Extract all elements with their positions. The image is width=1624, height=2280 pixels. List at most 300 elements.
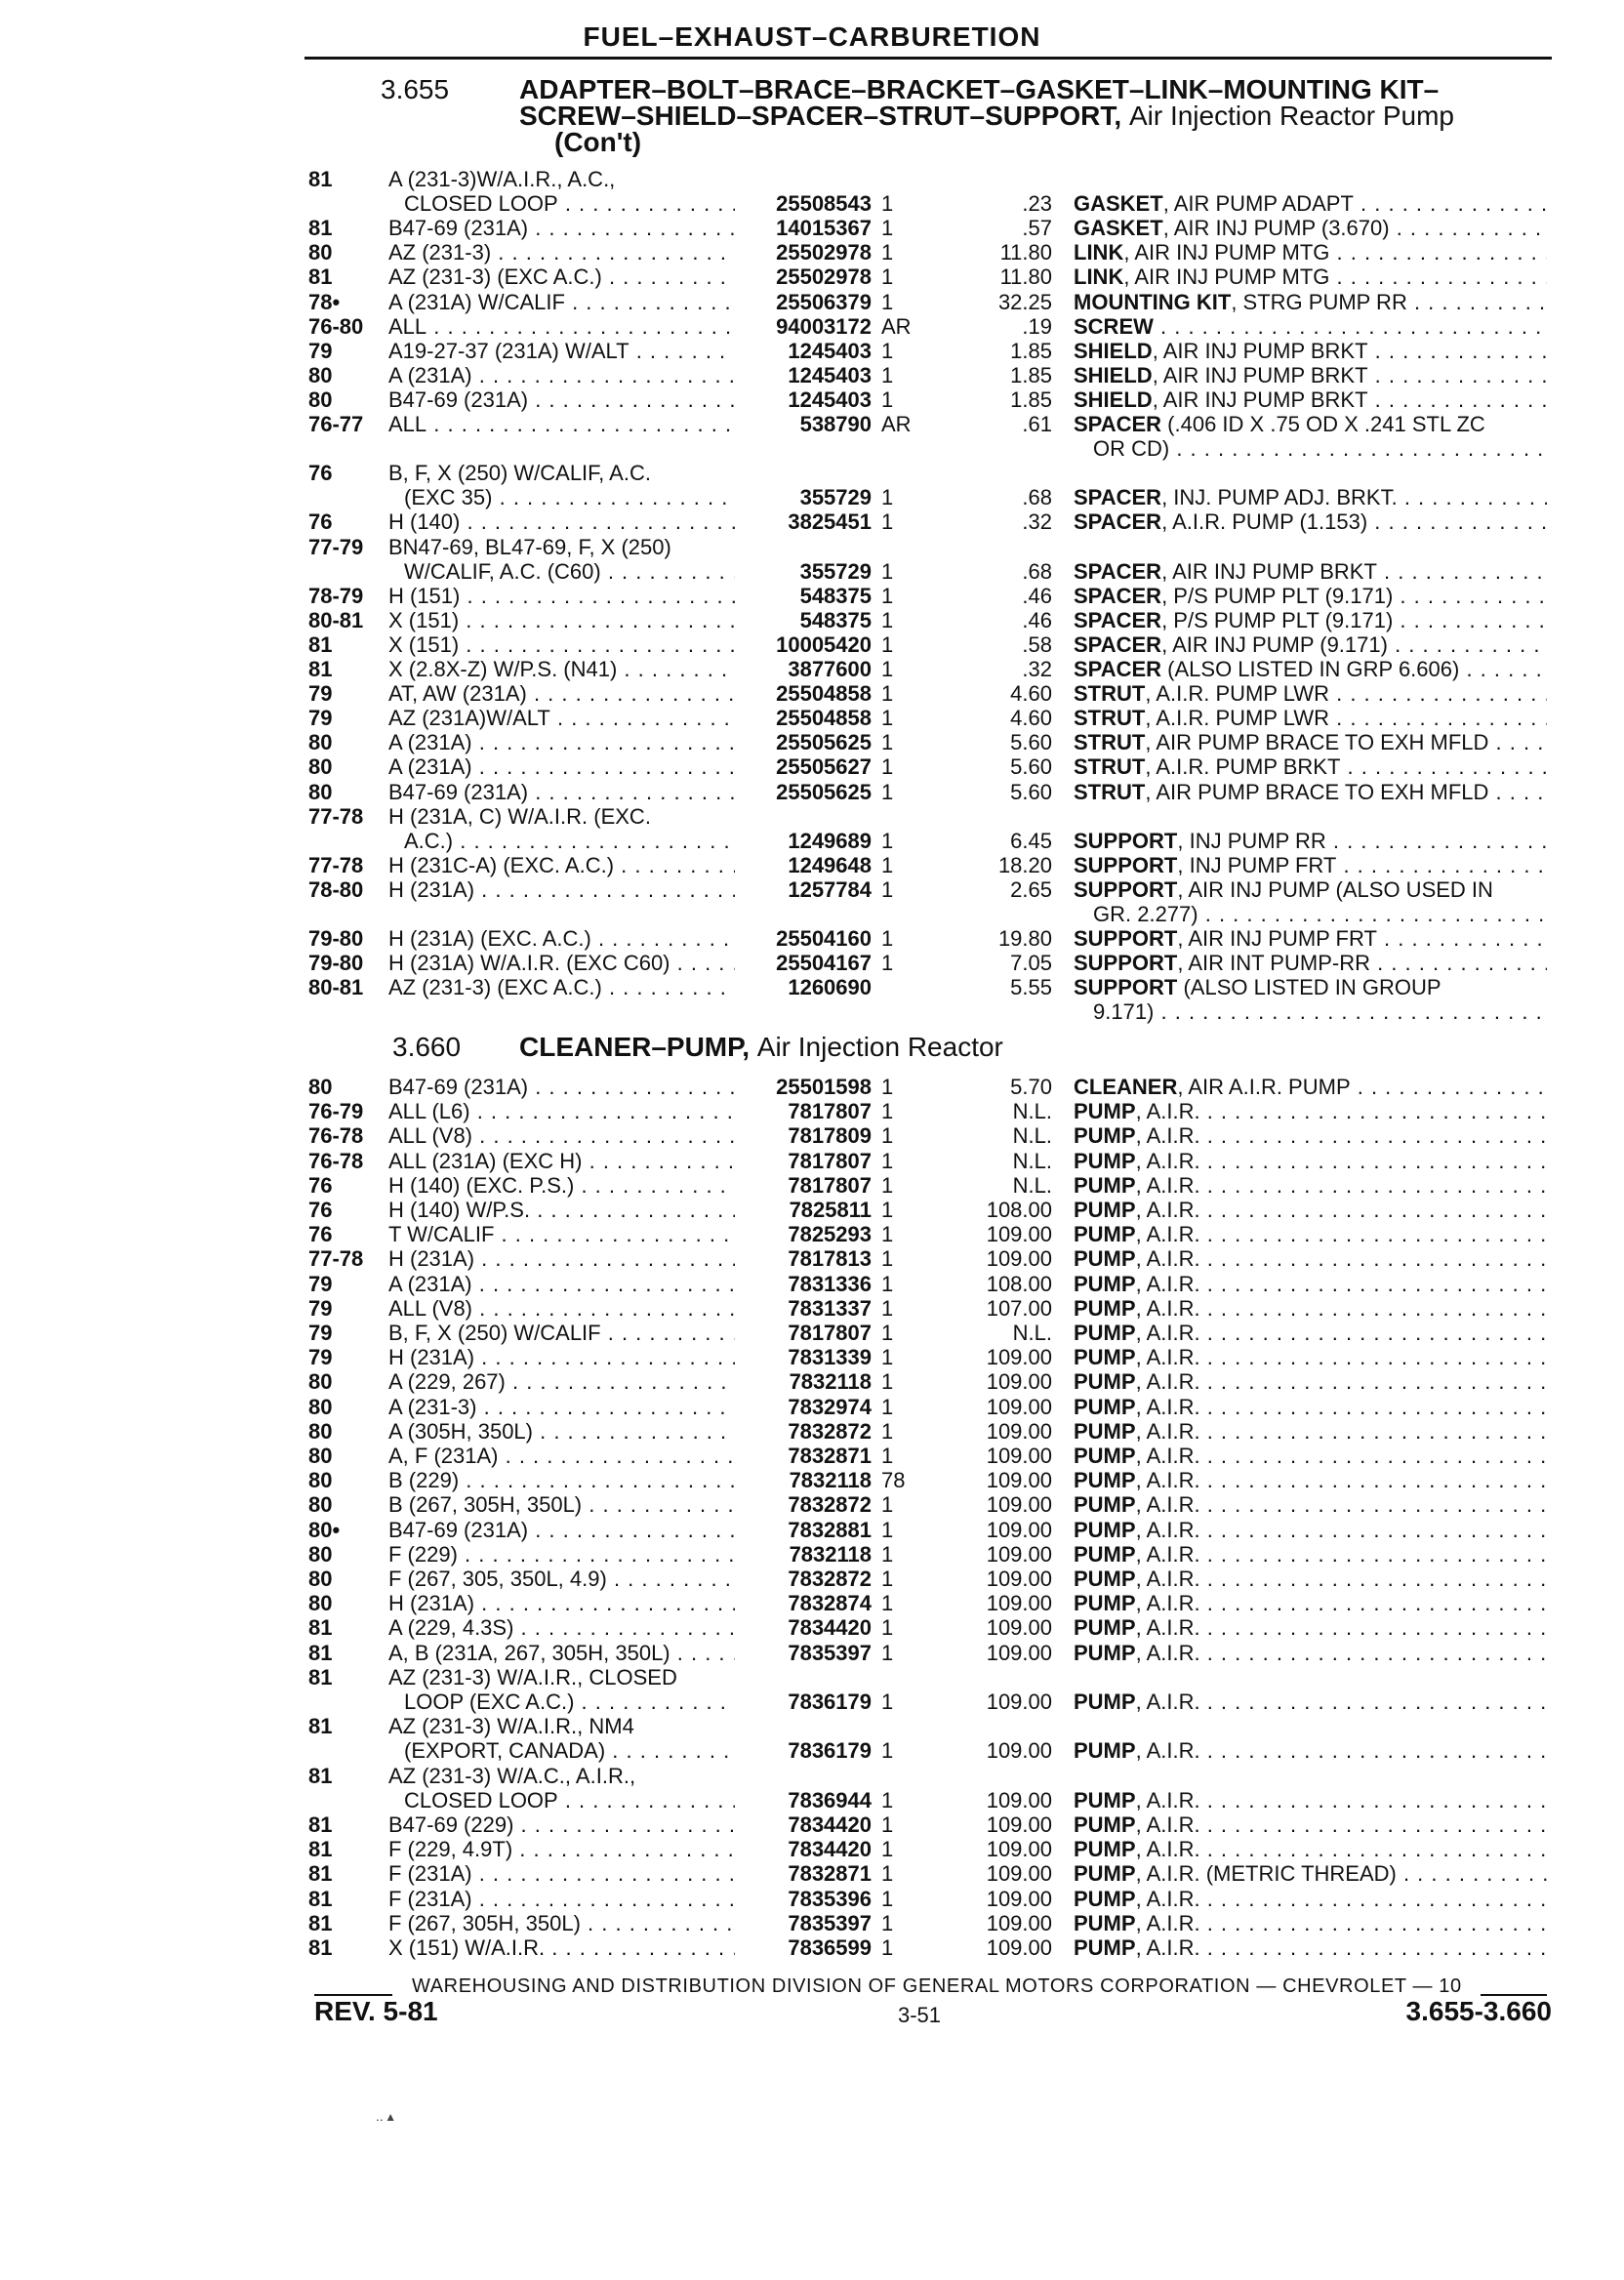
description-cell: H (140) (EXC. P.S.) . . . — [388, 1173, 735, 1198]
part-name-cell: GASKET, AIR INJ PUMP (3.670) . . . — [1074, 216, 1547, 240]
part-number-cell: 1245403 — [788, 338, 872, 363]
year-cell: 76-79 — [308, 1099, 364, 1124]
price-cell: 109.00 — [986, 1615, 1052, 1641]
part-number-cell: 7832974 — [788, 1394, 872, 1419]
quantity-cell: 1 — [881, 681, 894, 707]
price-cell: 109.00 — [986, 1345, 1052, 1370]
part-number-cell: 7832118 — [789, 1468, 872, 1493]
part-name-keyword: PUMP — [1074, 1567, 1136, 1591]
table-row — [0, 584, 1624, 608]
table-row — [0, 290, 1624, 314]
price-cell: 109.00 — [986, 1541, 1052, 1567]
quantity-cell: 1 — [881, 1444, 894, 1468]
part-name-cell: PUMP, A.I.R. . . . — [1074, 1444, 1547, 1468]
description-cell: A (231A) . . . — [388, 363, 735, 387]
section-number: 3.655 — [381, 74, 450, 104]
table-row — [0, 632, 1624, 657]
year-cell: 81 — [308, 1640, 333, 1665]
part-name-cell: PUMP, A.I.R. . . . — [1074, 1911, 1547, 1935]
description-cell: W/CALIF, A.C. (C60) . . . — [404, 559, 735, 584]
table-row — [0, 1837, 1624, 1861]
part-number-cell: 7834420 — [788, 1812, 872, 1837]
part-name-keyword: PUMP — [1074, 1123, 1136, 1149]
year-cell: 77-79 — [308, 534, 364, 559]
description-cell: B47-69 (231A) . . . — [388, 1075, 735, 1099]
part-name-cell: STRUT, AIR PUMP BRACE TO EXH MFLD . . . — [1074, 730, 1547, 754]
part-name-keyword: GASKET — [1074, 216, 1163, 241]
quantity-cell: 1 — [881, 657, 894, 681]
quantity-cell: 1 — [881, 558, 894, 584]
price-cell: 109.00 — [986, 1690, 1052, 1714]
description-cell: A (231A) . . . — [388, 754, 735, 779]
part-name-cell: STRUT, A.I.R. PUMP LWR . . . — [1074, 706, 1547, 730]
table-row — [0, 1690, 1624, 1714]
description-cell: B, F, X (250) W/CALIF . . . — [388, 1321, 735, 1345]
year-cell: 81 — [308, 631, 333, 657]
year-cell: 79 — [308, 1321, 333, 1345]
description-cell: ALL . . . — [388, 314, 735, 339]
part-number-cell: 3825451 — [788, 509, 872, 535]
year-cell: 80 — [308, 1369, 333, 1395]
part-number-cell: 7834420 — [788, 1837, 872, 1862]
price-cell: .32 — [1022, 657, 1052, 681]
part-number-cell: 7817807 — [788, 1172, 872, 1198]
part-number-cell: 7836599 — [788, 1935, 872, 1960]
table-row — [0, 1492, 1624, 1517]
year-cell: 76-80 — [308, 313, 364, 339]
year-cell: 81 — [308, 1714, 333, 1739]
price-cell: 109.00 — [986, 1222, 1052, 1247]
section-title-line-2-normal: Air Injection Reactor Pump — [1128, 101, 1454, 131]
table-row — [0, 1099, 1624, 1123]
part-name-cell: PUMP, A.I.R. . . . — [1074, 1641, 1547, 1665]
part-name-cell: PUMP, A.I.R. . . . — [1074, 1567, 1547, 1591]
part-name-keyword: PUMP — [1074, 1295, 1136, 1321]
part-number-cell: 1257784 — [788, 876, 872, 902]
part-name-keyword: PUMP — [1074, 1541, 1136, 1567]
part-name-keyword: PUMP — [1074, 1910, 1136, 1935]
price-cell: 107.00 — [986, 1295, 1052, 1321]
quantity-cell: 78 — [881, 1468, 906, 1493]
section-range: 3.655-3.660 — [1405, 1996, 1552, 2026]
part-number-cell: 7836944 — [788, 1787, 872, 1812]
description-cell: F (231A) . . . — [388, 1861, 735, 1886]
quantity-cell: AR — [881, 313, 912, 339]
part-name-cell: PUMP, A.I.R. . . . — [1074, 1788, 1547, 1812]
price-cell: 2.65 — [1010, 876, 1052, 902]
price-cell: 11.80 — [999, 265, 1052, 290]
part-name-cell: PUMP, A.I.R. . . . — [1074, 1615, 1547, 1640]
part-name-cell: PUMP, A.I.R. . . . — [1074, 1738, 1547, 1763]
price-cell: 109.00 — [986, 1246, 1052, 1272]
section-title-line-3: (Con't) — [554, 127, 642, 157]
year-cell: 80 — [308, 1394, 333, 1419]
year-cell: 79 — [308, 1295, 333, 1321]
part-name-keyword: PUMP — [1074, 1148, 1136, 1173]
part-name-cell: SPACER, AIR INJ PUMP (9.171) . . . — [1074, 632, 1547, 657]
price-cell: 1.85 — [1010, 338, 1052, 363]
part-name-keyword: PUMP — [1074, 1271, 1136, 1296]
year-cell: 76 — [308, 461, 333, 486]
section-title-normal: Air Injection Reactor — [756, 1032, 1003, 1062]
part-name-keyword: PUMP — [1074, 1591, 1136, 1616]
part-number-cell: 25501598 — [776, 1075, 872, 1099]
description-cell: X (151) W/A.I.R. . . . — [388, 1935, 735, 1960]
header-rule — [304, 57, 1552, 60]
part-name-keyword: PUMP — [1074, 1517, 1136, 1542]
table-row — [0, 1788, 1624, 1812]
description-cell: B (267, 305H, 350L) . . . — [388, 1492, 735, 1517]
quantity-cell: 1 — [881, 1935, 894, 1960]
price-cell: .68 — [1022, 558, 1052, 584]
part-name-keyword: SHIELD — [1074, 362, 1153, 387]
price-cell: 109.00 — [986, 1812, 1052, 1837]
section-title-line-2 — [519, 102, 1454, 129]
table-row — [0, 1542, 1624, 1567]
part-name-cell: PUMP, A.I.R. . . . — [1074, 1222, 1547, 1246]
part-name-cell: SHIELD, AIR INJ PUMP BRKT . . . — [1074, 363, 1547, 387]
description-cell: A (231-3) . . . — [388, 1395, 735, 1419]
table-row — [0, 1395, 1624, 1419]
table-row — [0, 730, 1624, 754]
part-name-cell: PUMP, A.I.R. . . . — [1074, 1468, 1547, 1492]
part-name-cell: LINK, AIR INJ PUMP MTG . . . — [1074, 240, 1547, 265]
description-cell: H (231A) . . . — [388, 1246, 735, 1271]
year-cell: 79-80 — [308, 951, 364, 976]
table-row — [0, 975, 1624, 999]
price-cell: 19.80 — [997, 926, 1052, 952]
quantity-cell: 1 — [881, 240, 894, 265]
price-cell: 5.70 — [1010, 1075, 1052, 1099]
table-row — [0, 1222, 1624, 1246]
table-row — [0, 240, 1624, 265]
table-row — [0, 1935, 1624, 1960]
part-name-cell: PUMP, A.I.R. . . . — [1074, 1690, 1547, 1714]
part-number-cell: 7835397 — [788, 1640, 872, 1665]
page-number: 3-51 — [898, 2003, 942, 2027]
quantity-cell: 1 — [881, 607, 894, 632]
table-row — [0, 1861, 1624, 1886]
part-number-cell: 7832871 — [788, 1861, 872, 1887]
year-cell: 76-78 — [308, 1148, 364, 1173]
description-cell: B, F, X (250) W/CALIF, A.C. — [388, 461, 651, 486]
year-cell: 76 — [308, 1172, 333, 1198]
price-cell: 109.00 — [986, 1935, 1052, 1960]
year-cell: 78-80 — [308, 876, 364, 902]
quantity-cell: 1 — [881, 1246, 894, 1272]
part-name-keyword: STRUT — [1074, 706, 1146, 731]
part-number-cell: 25505625 — [776, 730, 872, 755]
table-row — [0, 1419, 1624, 1444]
part-number-cell: 7817807 — [788, 1099, 872, 1124]
table-row — [0, 314, 1624, 339]
part-name-keyword: PUMP — [1074, 1246, 1136, 1272]
part-number-cell: 25502978 — [776, 265, 872, 290]
price-cell: N.L. — [1012, 1321, 1052, 1345]
description-cell: B47-69 (231A) . . . — [388, 387, 735, 412]
part-number-cell: 7835397 — [788, 1910, 872, 1935]
table-row — [0, 167, 1624, 191]
table-row — [0, 265, 1624, 289]
description-cell: ALL (231A) (EXC H) . . . — [388, 1149, 735, 1173]
description-cell: AZ (231A)W/ALT . . . — [388, 706, 735, 730]
price-cell: .46 — [1022, 607, 1052, 632]
table-row — [0, 1714, 1624, 1738]
price-cell: 109.00 — [986, 1444, 1052, 1468]
part-number-cell: 548375 — [799, 583, 872, 608]
description-cell: CLOSED LOOP . . . — [404, 191, 735, 216]
price-cell: 109.00 — [986, 1837, 1052, 1862]
part-name-cell: PUMP, A.I.R. . . . — [1074, 1149, 1547, 1173]
quantity-cell: 1 — [881, 1099, 894, 1124]
price-cell: 4.60 — [1010, 706, 1052, 731]
part-number-cell: 7832872 — [788, 1567, 872, 1591]
part-number-cell: 538790 — [799, 412, 872, 436]
table-row — [0, 1641, 1624, 1665]
table-row — [0, 1345, 1624, 1369]
table-row — [0, 412, 1624, 436]
quantity-cell: 1 — [881, 631, 894, 657]
quantity-cell: 1 — [881, 754, 894, 780]
part-number-cell: 25508543 — [776, 191, 872, 217]
quantity-cell: 1 — [881, 338, 894, 363]
section-title-bold: CLEANER–PUMP, — [519, 1032, 750, 1062]
part-name-keyword: PUMP — [1074, 1615, 1136, 1641]
part-number-cell: 7817813 — [788, 1246, 872, 1272]
part-number-cell: 7817809 — [788, 1123, 872, 1149]
part-name-keyword: SPACER — [1074, 509, 1162, 535]
quantity-cell: 1 — [881, 1567, 894, 1591]
description-cell: (EXC 35) . . . — [404, 485, 735, 509]
price-cell: .23 — [1022, 191, 1052, 217]
part-number-cell: 25504160 — [776, 926, 872, 952]
part-name-keyword: PUMP — [1074, 1935, 1136, 1960]
description-cell: B (229) . . . — [388, 1468, 735, 1492]
price-cell: .61 — [1022, 412, 1052, 436]
part-name-cell: MOUNTING KIT, STRG PUMP RR . . . — [1074, 290, 1547, 314]
description-cell: LOOP (EXC A.C.) . . . — [404, 1690, 735, 1714]
year-cell: 77-78 — [308, 803, 364, 829]
table-row — [0, 1812, 1624, 1837]
quantity-cell: 1 — [881, 1886, 894, 1911]
year-cell: 80 — [308, 387, 333, 412]
quantity-cell: 1 — [881, 1369, 894, 1395]
part-name-keyword: PUMP — [1074, 1690, 1136, 1714]
part-name-cell: PUMP, A.I.R. . . . — [1074, 1419, 1547, 1444]
description-cell: CLOSED LOOP . . . — [404, 1788, 735, 1812]
price-cell: 5.60 — [1010, 779, 1052, 804]
price-cell: 1.85 — [1010, 387, 1052, 412]
part-name-cell: PUMP, A.I.R. . . . — [1074, 1345, 1547, 1369]
part-name-cell: STRUT, A.I.R. PUMP BRKT . . . — [1074, 754, 1547, 779]
part-number-cell: 1260690 — [788, 975, 872, 1000]
description-cell: H (231A) . . . — [388, 1345, 735, 1369]
part-name-cell: SUPPORT, AIR INT PUMP-RR . . . — [1074, 951, 1547, 975]
part-name-cell — [1074, 314, 1547, 339]
description-cell: F (229, 4.9T) . . . — [388, 1837, 735, 1861]
part-number-cell: 1249648 — [788, 852, 872, 877]
part-name-cell: PUMP, A.I.R. . . . — [1074, 1369, 1547, 1394]
part-name-cell: SUPPORT, INJ PUMP RR . . . — [1074, 829, 1547, 853]
part-number-cell: 7817807 — [788, 1321, 872, 1345]
part-number-cell: 7825293 — [788, 1222, 872, 1247]
section-title-line-2-bold: SCREW–SHIELD–SPACER–STRUT–SUPPORT, — [519, 101, 1122, 131]
part-number-cell: 7836179 — [788, 1690, 872, 1714]
quantity-cell: 1 — [881, 828, 894, 853]
part-number-cell: 7832871 — [788, 1444, 872, 1468]
description-cell: B47-69 (231A) . . . — [388, 1518, 735, 1542]
part-name-keyword: LINK — [1074, 240, 1124, 265]
part-number-cell: 7832118 — [789, 1369, 872, 1395]
description-cell: A.C.) . . . — [404, 829, 735, 853]
part-number-cell: 7832872 — [788, 1418, 872, 1444]
part-number-cell: 7832118 — [789, 1541, 872, 1567]
year-cell: 80 — [308, 1444, 333, 1468]
year-cell: 81 — [308, 657, 333, 681]
part-number-cell: 7831336 — [788, 1271, 872, 1296]
description-cell: AZ (231-3) W/A.I.R., NM4 — [388, 1714, 634, 1739]
description-cell: F (231A) . . . — [388, 1887, 735, 1911]
year-cell: 81 — [308, 1763, 333, 1788]
year-cell: 81 — [308, 1861, 333, 1887]
price-cell: N.L. — [1012, 1148, 1052, 1173]
part-name-keyword: SPACER — [1074, 631, 1162, 657]
part-name-keyword: PUMP — [1074, 1172, 1136, 1198]
part-name-cell: PUMP, A.I.R. . . . — [1074, 1321, 1547, 1345]
table-row — [0, 681, 1624, 706]
part-name-keyword: PUMP — [1074, 1345, 1136, 1370]
description-cell: ALL (L6) . . . — [388, 1099, 735, 1123]
description-cell: AZ (231-3) (EXC A.C.) . . . — [388, 975, 735, 999]
quantity-cell: 1 — [881, 216, 894, 241]
part-number-cell: 25505627 — [776, 754, 872, 780]
year-cell: 76-78 — [308, 1123, 364, 1149]
part-name-keyword: MOUNTING KIT — [1074, 289, 1232, 314]
part-name-keyword: SPACER — [1074, 412, 1162, 436]
quantity-cell: 1 — [881, 1394, 894, 1419]
part-name-keyword: SHIELD — [1074, 338, 1153, 363]
description-cell: AZ (231-3) W/A.C., A.I.R., — [388, 1763, 636, 1788]
table-row — [0, 1123, 1624, 1148]
table-row — [0, 461, 1624, 485]
description-cell: H (231A) (EXC. A.C.) . . . — [388, 926, 735, 951]
quantity-cell: 1 — [881, 1295, 894, 1321]
part-number-cell: 7836179 — [788, 1738, 872, 1764]
year-cell: 80 — [308, 1591, 333, 1616]
part-number-cell: 14015367 — [776, 216, 872, 241]
year-cell: 78• — [308, 289, 341, 314]
year-cell: 80 — [308, 754, 333, 780]
quantity-cell: 1 — [881, 509, 894, 535]
year-cell: 79 — [308, 681, 333, 707]
table-row — [0, 1567, 1624, 1591]
description-cell: T W/CALIF . . . — [388, 1222, 735, 1246]
part-number-cell: 25505625 — [776, 779, 872, 804]
price-cell: .58 — [1022, 631, 1052, 657]
quantity-cell: 1 — [881, 926, 894, 952]
quantity-cell: 1 — [881, 1418, 894, 1444]
section-title — [519, 1034, 1003, 1060]
quantity-cell: AR — [881, 412, 912, 436]
year-cell: 81 — [308, 1886, 333, 1911]
year-cell: 76 — [308, 1222, 333, 1247]
quantity-cell: 1 — [881, 289, 894, 314]
description-cell: X (151) . . . — [388, 608, 735, 632]
part-number-cell: 355729 — [799, 558, 872, 584]
quantity-cell: 1 — [881, 1738, 894, 1764]
part-name-cell: STRUT, AIR PUMP BRACE TO EXH MFLD . . . — [1074, 780, 1547, 804]
part-name-keyword: STRUT — [1074, 730, 1146, 755]
part-name-cell: SUPPORT, INJ PUMP FRT . . . — [1074, 853, 1547, 877]
table-row — [0, 1591, 1624, 1615]
part-name-keyword: PUMP — [1074, 1418, 1136, 1444]
year-cell: 80 — [308, 779, 333, 804]
year-cell: 80• — [308, 1517, 341, 1542]
table-row — [0, 1887, 1624, 1911]
part-number-cell: 7817807 — [788, 1148, 872, 1173]
part-name-keyword: SUPPORT — [1074, 975, 1178, 1000]
description-cell: H (231C-A) (EXC. A.C.) . . . — [388, 853, 735, 877]
quantity-cell: 1 — [881, 1837, 894, 1862]
year-cell: 81 — [308, 1935, 333, 1960]
price-cell: 109.00 — [986, 1418, 1052, 1444]
price-cell: .57 — [1022, 216, 1052, 241]
year-cell: 80-81 — [308, 607, 364, 632]
part-number-cell: 1249689 — [788, 828, 872, 853]
description-cell: A (229, 4.3S) . . . — [388, 1615, 735, 1640]
year-cell: 81 — [308, 1910, 333, 1935]
table-row — [0, 191, 1624, 216]
price-cell: 109.00 — [986, 1640, 1052, 1665]
quantity-cell: 1 — [881, 1345, 894, 1370]
part-name-cell: OR CD) . . . — [1093, 436, 1547, 461]
year-cell: 79-80 — [308, 926, 364, 952]
part-name-keyword: STRUT — [1074, 779, 1146, 804]
part-name-keyword: CLEANER — [1074, 1075, 1178, 1099]
description-cell: A19-27-37 (231A) W/ALT . . . — [388, 339, 735, 363]
part-name-cell: PUMP, A.I.R. . . . — [1074, 1272, 1547, 1296]
part-name-keyword: SUPPORT — [1074, 951, 1178, 976]
table-row — [0, 829, 1624, 853]
description-cell: AZ (231-3) . . . — [388, 240, 735, 265]
quantity-cell: 1 — [881, 1172, 894, 1198]
part-name-cell: SHIELD, AIR INJ PUMP BRKT . . . — [1074, 387, 1547, 412]
description-cell: A (231A) . . . — [388, 1272, 735, 1296]
revision-label: REV. 5-81 — [314, 1996, 438, 2026]
part-name-cell: CLEANER, AIR A.I.R. PUMP . . . — [1074, 1075, 1547, 1099]
description-cell: A (305H, 350L) . . . — [388, 1419, 735, 1444]
footer-text: WAREHOUSING AND DISTRIBUTION DIVISION OF GENERAL MOTORS CORPORATION — CHEVROLET — 10 — [412, 1975, 1462, 1997]
part-name-keyword: SUPPORT — [1074, 926, 1178, 952]
price-cell: .32 — [1022, 509, 1052, 535]
part-name-cell: PUMP, A.I.R. . . . — [1074, 1492, 1547, 1517]
scan-speck: .. ▴ — [376, 2108, 394, 2124]
price-cell: 109.00 — [986, 1517, 1052, 1542]
part-name-cell: PUMP, A.I.R. . . . — [1074, 1542, 1547, 1567]
price-cell: 109.00 — [986, 1738, 1052, 1764]
year-cell: 78-79 — [308, 583, 364, 608]
price-cell: 6.45 — [1010, 828, 1052, 853]
part-name-keyword: PUMP — [1074, 1468, 1136, 1493]
year-cell: 77-78 — [308, 1246, 364, 1272]
section-title-line-1: ADAPTER–BOLT–BRACE–BRACKET–GASKET–LINK–MOUNTING KIT– — [519, 74, 1440, 104]
part-name-cell: SUPPORT, AIR INJ PUMP FRT . . . — [1074, 926, 1547, 951]
part-name-cell: SPACER (.406 ID X .75 OD X .241 STL ZC — [1074, 412, 1485, 436]
quantity-cell: 1 — [881, 1123, 894, 1149]
part-name-keyword: PUMP — [1074, 1444, 1136, 1468]
price-cell: 109.00 — [986, 1886, 1052, 1911]
price-cell: 32.25 — [997, 289, 1052, 314]
